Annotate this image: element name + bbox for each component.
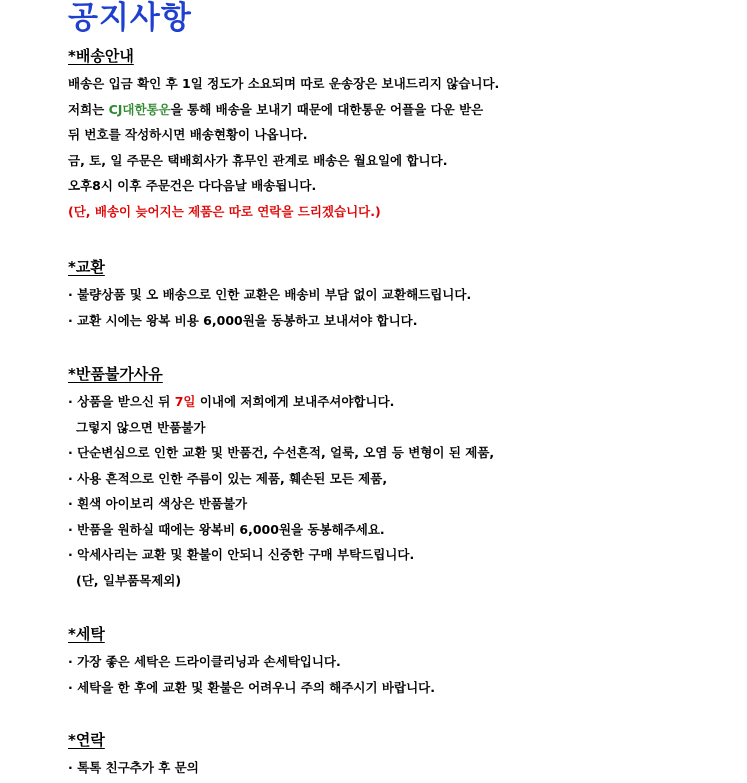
returns-line-2: 그렇지 않으면 반품불가 — [76, 419, 206, 435]
shipping-line-2-end: 을 통해 배송을 보내기 때문에 대한통운 어플을 다운 받은 — [170, 101, 484, 117]
page-title: 공지사항 — [68, 0, 192, 36]
returns-line-3: · 단순변심으로 인한 교환 및 반품건, 수선흔적, 얼룩, 오염 등 변형이 된 제품, — [68, 445, 495, 460]
exchange-line-1: · 불량상품 및 오 배송으로 인한 교환은 배송비 부담 없이 교환해드립니다. — [68, 287, 472, 302]
return-period: 7일 — [174, 394, 196, 409]
contact-section — [68, 730, 728, 781]
shipping-line-1: 배송은 입금 확인 후 1일 정도가 소요되며 따로 운송장은 보내드리지 않습니다. — [68, 76, 500, 91]
laundry-heading: *세탁 — [68, 625, 105, 643]
shipping-line-2-start: 저희는 — [68, 101, 109, 117]
shipping-delay-note: (단, 배송이 늦어지는 제품은 따로 연락을 드리겠습니다.) — [68, 203, 381, 219]
returns-section — [68, 364, 728, 593]
returns-line-4: · 사용 흔적으로 인한 주름이 있는 제품, 훼손된 모든 제품, — [68, 470, 388, 486]
shipping-line-5: 오후8시 이후 주문건은 다다음날 배송됩니다. — [68, 178, 317, 193]
exchange-heading: *교환 — [68, 258, 105, 276]
returns-line-7: · 악세사리는 교환 및 환불이 안되니 신중한 구매 부탁드립니다. — [68, 547, 415, 562]
contact-heading: *연락 — [68, 731, 105, 749]
courier-name: CJ대한통운 — [108, 101, 171, 117]
shipping-heading: *배송안내 — [68, 47, 134, 65]
returns-heading: *반품불가사유 — [68, 365, 163, 383]
shipping-line-4: 금, 토, 일 주문은 택배회사가 휴무인 관계로 배송은 월요일에 합니다. — [68, 152, 448, 168]
laundry-line-1: · 가장 좋은 세탁은 드라이클리닝과 손세탁입니다. — [68, 654, 341, 669]
contact-line-1: · 톡톡 친구추가 후 문의 — [68, 760, 199, 775]
shipping-line-3: 뒤 번호를 작성하시면 배송현황이 나옵니다. — [68, 127, 308, 142]
exchange-section — [68, 257, 728, 333]
returns-line-5: · 흰색 아이보리 색상은 반품불가 — [68, 496, 248, 511]
laundry-line-2: · 세탁을 한 후에 교환 및 환불은 어려우니 주의 해주시기 바랍니다. — [68, 679, 435, 695]
returns-line-1-start: · 상품을 받으신 뒤 — [68, 394, 175, 409]
returns-line-8: (단, 일부품목제외) — [76, 572, 182, 588]
returns-line-1 — [68, 389, 728, 415]
laundry-section — [68, 624, 728, 700]
returns-line-1-end: 이내에 저희에게 보내주셔야합니다. — [195, 394, 395, 409]
shipping-section — [68, 46, 728, 224]
shipping-line-2 — [68, 97, 728, 123]
exchange-line-2: · 교환 시에는 왕복 비용 6,000원을 동봉하고 보내셔야 합니다. — [68, 312, 418, 328]
returns-line-6: · 반품을 원하실 때에는 왕복비 6,000원을 동봉해주세요. — [68, 521, 385, 537]
